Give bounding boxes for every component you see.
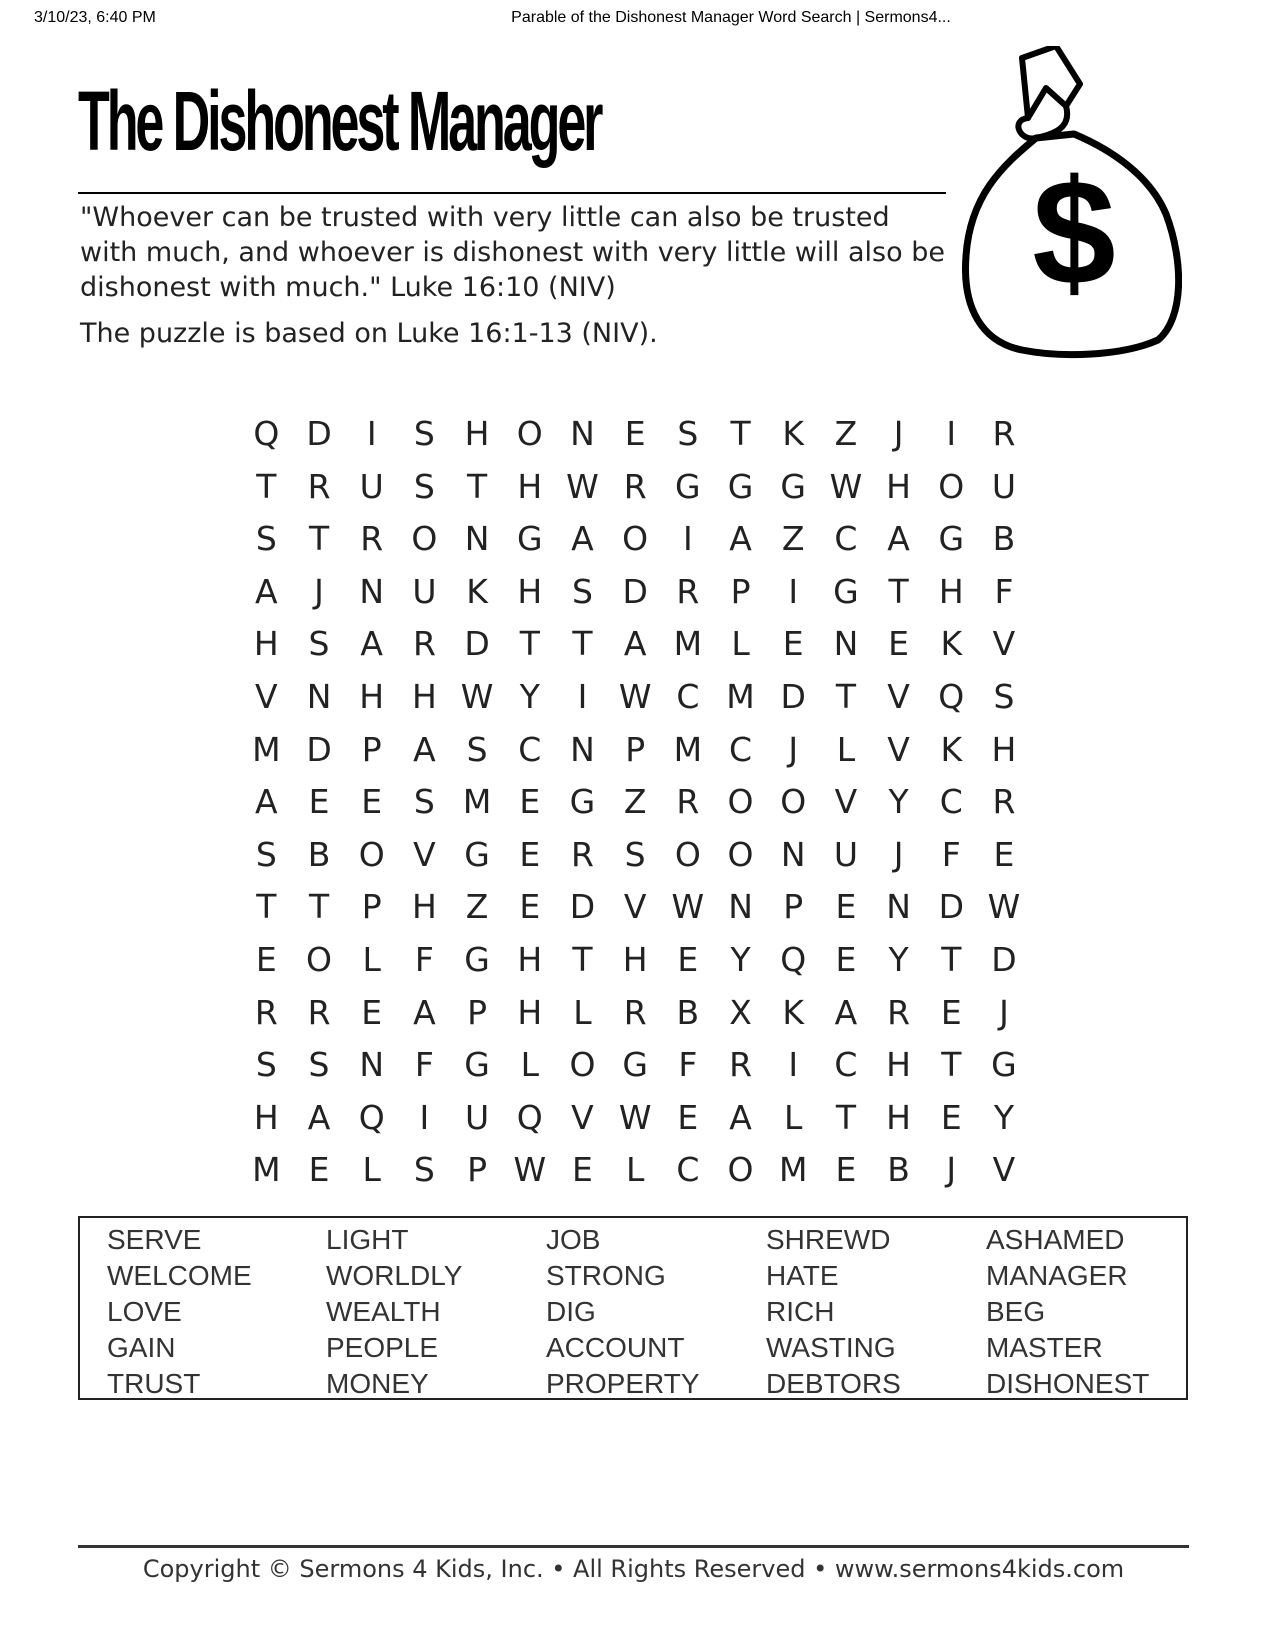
grid-letter: S	[624, 834, 646, 874]
grid-letter: O	[938, 466, 965, 506]
grid-letter: D	[569, 887, 596, 927]
grid-letter: H	[411, 676, 437, 716]
word-bank-column	[766, 1222, 901, 1402]
grid-letter: Y	[888, 939, 909, 979]
grid-letter: E	[782, 624, 804, 664]
grid-letter: E	[835, 939, 857, 979]
grid-letter: M	[778, 1150, 808, 1190]
grid-letter: V	[413, 834, 436, 874]
grid-letter: G	[569, 782, 596, 822]
grid-letter: N	[570, 414, 595, 453]
grid-letter: T	[888, 571, 909, 611]
grid-letter: V	[623, 887, 647, 927]
grid-letter: G	[675, 466, 701, 506]
grid-letter: G	[464, 834, 490, 874]
grid-letter: S	[413, 1150, 435, 1190]
word-bank-item: JOB	[546, 1224, 601, 1255]
grid-letter: L	[573, 992, 592, 1032]
grid-letter: H	[886, 466, 911, 506]
grid-letter: R	[412, 624, 436, 664]
word-bank-column	[326, 1222, 462, 1402]
grid-letter: S	[255, 519, 277, 559]
grid-letter: H	[517, 571, 543, 611]
grid-letter: I	[788, 571, 799, 611]
grid-letter: P	[361, 887, 382, 927]
word-search-grid	[240, 408, 1030, 1197]
word-bank-item: SHREWD	[766, 1224, 891, 1255]
word-bank-item: ACCOUNT	[546, 1332, 685, 1363]
grid-letter: W	[618, 1097, 652, 1137]
grid-letter: H	[991, 729, 1017, 769]
grid-letter: Q	[938, 676, 965, 716]
grid-letter: U	[412, 571, 437, 611]
grid-letter: R	[254, 992, 278, 1032]
grid-letter: W	[513, 1150, 547, 1190]
grid-letter: V	[571, 1097, 594, 1137]
page-title: The Dishonest Manager	[78, 74, 601, 168]
grid-letter: H	[253, 1097, 279, 1137]
title-divider	[78, 192, 946, 194]
grid-letter: K	[782, 992, 805, 1032]
grid-letter: G	[938, 519, 965, 559]
grid-letter: H	[464, 414, 490, 453]
word-bank-column	[107, 1222, 252, 1402]
grid-letter: D	[306, 729, 332, 769]
grid-letter: E	[308, 782, 330, 822]
grid-letter: Q	[780, 939, 807, 979]
grid-letter: R	[992, 782, 1016, 822]
grid-letter: O	[727, 834, 754, 874]
grid-letter: X	[729, 992, 752, 1032]
grid-letter: J	[893, 834, 904, 874]
grid-letter: S	[308, 624, 330, 664]
grid-letter: E	[677, 939, 699, 979]
grid-letter: Q	[516, 1097, 543, 1137]
grid-letter: F	[941, 834, 961, 874]
grid-letter: N	[359, 571, 385, 611]
grid-letter: M	[252, 729, 281, 769]
grid-letter: N	[886, 887, 911, 927]
grid-letter: P	[625, 729, 646, 769]
grid-letter: D	[622, 571, 648, 611]
grid-letter: N	[780, 834, 806, 874]
grid-letter: O	[622, 519, 649, 559]
grid-letter: P	[730, 571, 751, 611]
grid-letter: K	[940, 624, 963, 664]
grid-letter: M	[673, 729, 703, 769]
grid-letter: W	[671, 887, 705, 927]
dollar-sign: $	[1032, 148, 1116, 316]
grid-letter: J	[999, 992, 1009, 1032]
grid-letter: A	[255, 571, 278, 611]
grid-letter: T	[572, 624, 593, 664]
copyright-notice: Copyright © Sermons 4 Kids, Inc. • All Rights Reserved • www.sermons4kids.com	[142, 1555, 1125, 1583]
grid-letter: F	[678, 1045, 698, 1085]
grid-letter: T	[572, 939, 593, 979]
grid-letter: H	[411, 887, 437, 927]
grid-letter: E	[361, 992, 383, 1032]
grid-letter: P	[783, 887, 804, 927]
grid-letter: J	[788, 729, 799, 769]
grid-letter: O	[727, 1150, 754, 1190]
grid-letter: S	[571, 571, 593, 611]
grid-letter: E	[993, 834, 1015, 874]
grid-letter: Z	[465, 887, 489, 927]
grid-letter: S	[466, 729, 488, 769]
grid-letter: A	[571, 519, 594, 559]
grid-letter: T	[835, 676, 856, 716]
word-bank-column	[546, 1222, 700, 1402]
grid-letter: A	[413, 992, 436, 1032]
grid-letter: Y	[730, 939, 751, 979]
grid-letter: A	[729, 519, 752, 559]
grid-letter: C	[676, 676, 700, 716]
grid-letter: T	[941, 939, 962, 979]
grid-letter: O	[306, 939, 333, 979]
grid-letter: G	[833, 571, 859, 611]
grid-letter: H	[622, 939, 648, 979]
word-bank-item: STRONG	[546, 1260, 666, 1291]
word-bank-item: ASHAMED	[986, 1224, 1125, 1255]
grid-letter: A	[887, 519, 910, 559]
grid-letter: E	[519, 834, 541, 874]
grid-letter: F	[414, 1045, 434, 1085]
grid-letter: A	[623, 624, 647, 664]
grid-letter: N	[359, 1045, 385, 1085]
grid-letter: R	[623, 992, 647, 1032]
grid-letter: U	[991, 466, 1017, 506]
grid-letter: L	[362, 1150, 381, 1190]
grid-letter: E	[677, 1097, 699, 1137]
grid-letter: O	[411, 519, 438, 559]
grid-letter: I	[788, 1045, 799, 1085]
word-bank-item: MANAGER	[986, 1260, 1128, 1291]
grid-letter: Y	[888, 782, 909, 822]
grid-letter: O	[569, 1045, 596, 1085]
grid-letter: E	[835, 887, 857, 927]
word-bank-item: LOVE	[107, 1296, 182, 1327]
grid-letter: K	[782, 414, 805, 453]
grid-letter: O	[674, 834, 701, 874]
grid-letter: C	[518, 729, 542, 769]
grid-letter: E	[308, 1150, 330, 1190]
grid-letter: D	[306, 414, 332, 453]
grid-letter: P	[361, 729, 382, 769]
grid-letter: M	[252, 1150, 281, 1190]
scripture-quote: "Whoever can be trusted with very little can also be trusted with much, and whoever is dishonest with very little will also be dishonest with much." Luke 16:10 (NIV)	[80, 202, 945, 303]
grid-letter: G	[464, 939, 490, 979]
grid-letter: E	[940, 1097, 962, 1137]
grid-letter: F	[994, 571, 1014, 611]
grid-letter: T	[519, 624, 540, 664]
grid-letter: T	[256, 466, 277, 506]
grid-letter: V	[255, 676, 278, 716]
grid-letter: A	[413, 729, 436, 769]
grid-letter: J	[893, 414, 904, 453]
grid-letter: R	[992, 414, 1016, 453]
word-bank-item: WASTING	[766, 1332, 896, 1363]
grid-letter: S	[255, 834, 277, 874]
grid-letter: E	[255, 939, 277, 979]
grid-letter: U	[359, 466, 384, 506]
grid-letter: T	[467, 466, 488, 506]
grid-letter: W	[987, 887, 1021, 927]
grid-letter: R	[571, 834, 594, 874]
grid-letter: U	[465, 1097, 490, 1137]
grid-letter: G	[727, 466, 754, 506]
footer-divider	[78, 1545, 1189, 1548]
print-page-title: Parable of the Dishonest Manager Word Search | Sermons4...	[511, 9, 951, 26]
grid-letter: I	[419, 1097, 430, 1137]
grid-letter: H	[359, 676, 385, 716]
grid-letter: A	[307, 1097, 331, 1137]
grid-letter: H	[517, 466, 543, 506]
grid-letter: B	[676, 992, 700, 1032]
grid-letter: I	[366, 414, 377, 453]
grid-letter: A	[360, 624, 383, 664]
word-bank-item: DEBTORS	[766, 1368, 901, 1399]
grid-letter: W	[618, 676, 652, 716]
grid-letter: V	[887, 676, 910, 716]
grid-letter: D	[938, 887, 964, 927]
grid-letter: V	[992, 1150, 1016, 1190]
word-bank-item: DIG	[546, 1296, 596, 1327]
grid-letter: Y	[993, 1097, 1015, 1137]
grid-letter: K	[466, 571, 488, 611]
grid-letter: H	[938, 571, 964, 611]
grid-letter: I	[946, 414, 957, 453]
grid-letter: R	[360, 519, 384, 559]
word-bank-item: DISHONEST	[986, 1368, 1150, 1399]
grid-letter: N	[570, 729, 595, 769]
grid-letter: B	[307, 834, 331, 874]
grid-letter: E	[572, 1150, 593, 1190]
word-bank-item: PEOPLE	[326, 1332, 439, 1363]
grid-letter: L	[836, 729, 856, 769]
grid-letter: G	[516, 519, 543, 559]
grid-letter: P	[467, 1150, 488, 1190]
grid-letter: C	[834, 1045, 858, 1085]
grid-letter: O	[780, 782, 807, 822]
grid-letter: O	[516, 414, 543, 453]
print-date: 3/10/23, 6:40 PM	[34, 9, 156, 26]
grid-letter: L	[520, 1045, 539, 1085]
grid-letter: H	[253, 624, 279, 664]
grid-letter: Z	[834, 414, 858, 453]
grid-letter: D	[780, 676, 806, 716]
grid-letter: E	[624, 414, 646, 453]
grid-letter: J	[314, 571, 324, 611]
word-bank-item: WELCOME	[107, 1260, 252, 1291]
grid-letter: I	[682, 519, 693, 559]
grid-letter: M	[673, 624, 703, 664]
money-bag-icon	[962, 46, 1182, 362]
grid-letter: H	[886, 1097, 911, 1137]
grid-letter: T	[941, 1045, 962, 1085]
grid-letter: P	[467, 992, 488, 1032]
grid-letter: G	[622, 1045, 648, 1085]
grid-letter: V	[992, 624, 1016, 664]
grid-letter: N	[728, 887, 753, 927]
grid-letter: V	[887, 729, 910, 769]
grid-letter: S	[993, 676, 1015, 716]
word-bank-item: GAIN	[107, 1332, 176, 1363]
word-bank-item: MASTER	[986, 1332, 1103, 1363]
word-bank-item: SERVE	[107, 1224, 202, 1255]
grid-letter: C	[939, 782, 963, 822]
grid-letter: G	[991, 1045, 1017, 1085]
word-bank-item: PROPERTY	[546, 1368, 700, 1399]
grid-letter: S	[308, 1045, 330, 1085]
grid-letter: O	[358, 834, 385, 874]
grid-letter: K	[940, 729, 963, 769]
grid-letter: O	[727, 782, 754, 822]
grid-letter: R	[887, 992, 911, 1032]
grid-letter: S	[413, 414, 435, 453]
grid-letter: R	[307, 992, 331, 1032]
word-bank	[78, 1216, 1188, 1400]
grid-letter: E	[835, 1150, 857, 1190]
grid-letter: R	[676, 782, 700, 822]
grid-letter: D	[991, 939, 1017, 979]
grid-letter: E	[519, 887, 541, 927]
grid-letter: S	[677, 414, 699, 453]
grid-letter: W	[566, 466, 599, 506]
grid-letter: E	[888, 624, 910, 664]
grid-letter: S	[413, 466, 435, 506]
grid-letter: D	[464, 624, 490, 664]
grid-letter: T	[835, 1097, 856, 1137]
grid-letter: S	[413, 782, 435, 822]
grid-letter: L	[362, 939, 381, 979]
grid-letter: C	[729, 729, 753, 769]
word-bank-item: HATE	[766, 1260, 839, 1291]
word-bank-item: WEALTH	[326, 1296, 441, 1327]
grid-letter: V	[834, 782, 858, 822]
grid-letter: T	[730, 414, 751, 453]
grid-letter: W	[460, 676, 494, 716]
print-header	[0, 9, 1272, 33]
grid-letter: L	[625, 1150, 645, 1190]
grid-letter: W	[829, 466, 863, 506]
grid-letter: Z	[781, 519, 805, 559]
grid-letter: G	[780, 466, 806, 506]
grid-letter: L	[784, 1097, 803, 1137]
grid-letter: Q	[358, 1097, 385, 1137]
grid-letter: N	[464, 519, 490, 559]
grid-letter: Q	[253, 414, 280, 453]
grid-letter: B	[887, 1150, 910, 1190]
grid-letter: E	[519, 782, 541, 822]
grid-letter: E	[361, 782, 383, 822]
grid-letter: S	[255, 1045, 277, 1085]
word-bank-item: RICH	[766, 1296, 835, 1327]
word-bank-column	[986, 1222, 1149, 1402]
grid-letter: Z	[623, 782, 647, 822]
word-bank-item: LIGHT	[326, 1224, 409, 1255]
grid-letter: E	[940, 992, 962, 1032]
grid-letter: F	[414, 939, 434, 979]
grid-letter: R	[307, 466, 331, 506]
grid-letter: R	[623, 466, 647, 506]
grid-letter: T	[256, 887, 277, 927]
grid-letter: U	[833, 834, 858, 874]
grid-letter: N	[306, 676, 332, 716]
grid-letter: T	[308, 519, 330, 559]
puzzle-basis-note: The puzzle is based on Luke 16:1-13 (NIV).	[80, 318, 658, 349]
grid-letter: B	[992, 519, 1016, 559]
grid-letter: M	[462, 782, 492, 822]
grid-letter: L	[731, 624, 750, 664]
grid-letter: A	[834, 992, 858, 1032]
word-bank-item: MONEY	[326, 1368, 429, 1399]
grid-letter: T	[308, 887, 330, 927]
grid-letter: N	[833, 624, 859, 664]
grid-letter: J	[946, 1150, 957, 1190]
word-bank-item: BEG	[986, 1296, 1046, 1327]
grid-letter: H	[886, 1045, 911, 1085]
word-bank-item: WORLDLY	[326, 1260, 463, 1291]
grid-letter: C	[676, 1150, 700, 1190]
grid-letter: H	[517, 992, 543, 1032]
grid-letter: R	[676, 571, 700, 611]
grid-letter: C	[834, 519, 858, 559]
word-bank-item: TRUST	[107, 1368, 201, 1399]
grid-letter: M	[726, 676, 755, 716]
grid-letter: H	[517, 939, 543, 979]
grid-letter: G	[464, 1045, 490, 1085]
grid-letter: I	[577, 676, 588, 716]
grid-letter: A	[729, 1097, 752, 1137]
grid-letter: A	[255, 782, 278, 822]
grid-letter: Y	[519, 676, 540, 716]
grid-letter: R	[729, 1045, 752, 1085]
